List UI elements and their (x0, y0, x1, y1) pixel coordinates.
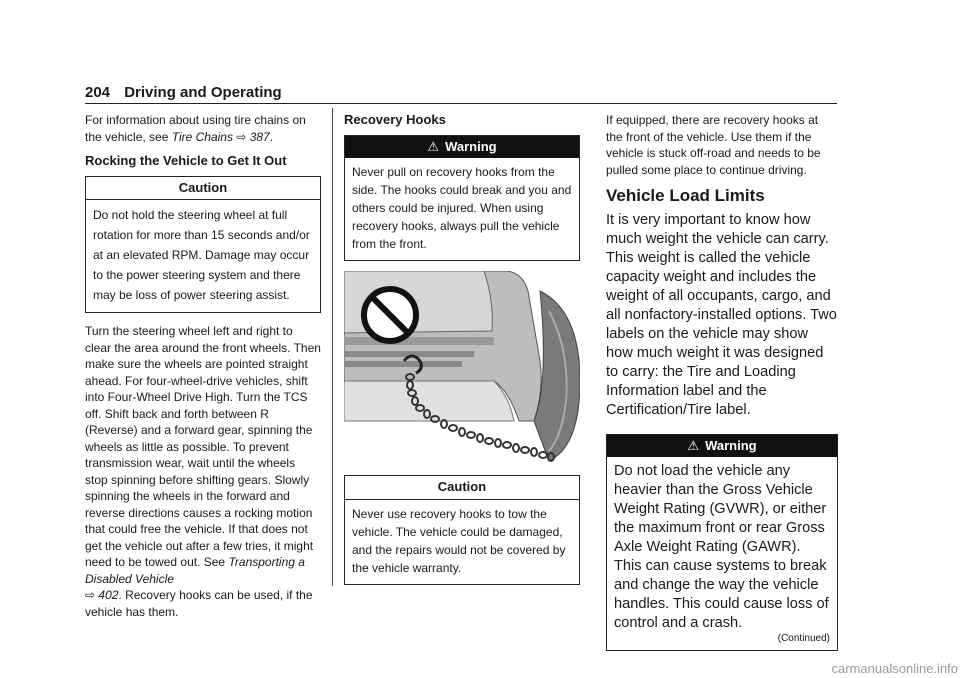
warning-text: Never pull on recovery hooks from the side. The hooks could break and you and others could be injured. When using recovery hooks, always pull the vehicle from the front. (352, 165, 572, 251)
caution-box-steering (85, 176, 321, 314)
caution-text: Do not hold the steering wheel at full rotation for more than 15 seconds and/or at an elevated RPM. Damage may occur to the power steering system and there may be loss of power steering assist. (93, 208, 310, 302)
warning-box-hooks (344, 135, 580, 262)
warning-box-load (606, 434, 838, 651)
caution-title: Caution (345, 476, 579, 500)
rocking-heading: Rocking the Vehicle to Get It Out (85, 153, 287, 168)
rocking-paragraph: Turn the steering wheel left and right to clear the area around the front wheels. Then make sure the wheels are pointed straight ahead. For four-wheel-drive vehicles, shift into Four-Wheel Drive High. Turn the TCS off. Shift back and forth between R (Reverse) and a forward gear, spinning the wheels as little as possible. To prevent transmission wear, wait until the wheels stop spinning before shifting gears. Slowly spinning the wheels in the forward and reverse directions causes a rocking motion that could free the vehicle. If that does not get the vehicle out after a few tries, it might need to be towed out. See Transporting a Disabled Vehicle ⇨ 402. Recovery hooks can be used, if the vehicle has them. (85, 324, 321, 619)
watermark: carmanualsonline.info (831, 661, 958, 676)
load-limits-heading: Vehicle Load Limits (606, 186, 765, 205)
load-limits-paragraph: It is very important to know how much weight the vehicle can carry. This weight is called the vehicle capacity weight and includes the weight of all occupants, cargo, and all nonfactory-installed options. Two labels on the vehicle may show how much weight it was designed to carry: the Tire and Loading Information label and the Certification/Tire label. (606, 211, 837, 418)
warning-text: Do not load the vehicle any heavier than the Gross Vehicle Weight Rating (GVWR), or either the maximum front or rear Gross Axle Weight Rating (GAWR). This can cause systems to break and change the way the vehicle handles. This could cause loss of control and a crash. (614, 463, 829, 631)
recovery-hooks-heading: Recovery Hooks (344, 112, 446, 127)
caution-text: Never use recovery hooks to tow the vehicle. The vehicle could be damaged, and the repairs would not be covered by the vehicle warranty. (352, 506, 566, 575)
column-right (606, 112, 838, 661)
page-header (85, 84, 282, 101)
section-title: Driving and Operating (124, 84, 282, 101)
column-divider (332, 108, 333, 586)
continued-label: (Continued) (777, 633, 830, 644)
tire-chains-paragraph: For information about using tire chains on the vehicle, see Tire Chains ⇨ 387. (85, 113, 306, 144)
recovery-hooks-paragraph: If equipped, there are recovery hooks at the front of the vehicle. Use them if the vehicle is stuck off-road and needs to be pulled some place to continue driving. (606, 113, 821, 177)
recovery-hook-illustration (344, 271, 580, 463)
transporting-page-ref[interactable]: 402 (98, 588, 119, 602)
caution-box-hooks (344, 475, 580, 585)
column-left (85, 112, 321, 620)
page-number: 204 (85, 84, 111, 101)
reference-arrow-icon: ⇨ (232, 129, 250, 144)
caution-title: Caution (86, 177, 320, 201)
prohibition-icon (364, 289, 416, 341)
tire-chains-page-ref[interactable]: 387 (249, 129, 270, 144)
warning-title: Warning (705, 437, 757, 453)
tire-chains-link[interactable]: Tire Chains (171, 129, 233, 144)
transporting-link[interactable]: Transporting a Disabled Vehicle (85, 555, 305, 586)
warning-title: Warning (445, 138, 497, 154)
header-rule (85, 103, 837, 104)
warning-triangle-icon: ⚠ (687, 437, 700, 453)
reference-arrow-icon: ⇨ (85, 588, 99, 602)
warning-triangle-icon: ⚠ (427, 138, 440, 154)
column-middle (344, 112, 580, 595)
